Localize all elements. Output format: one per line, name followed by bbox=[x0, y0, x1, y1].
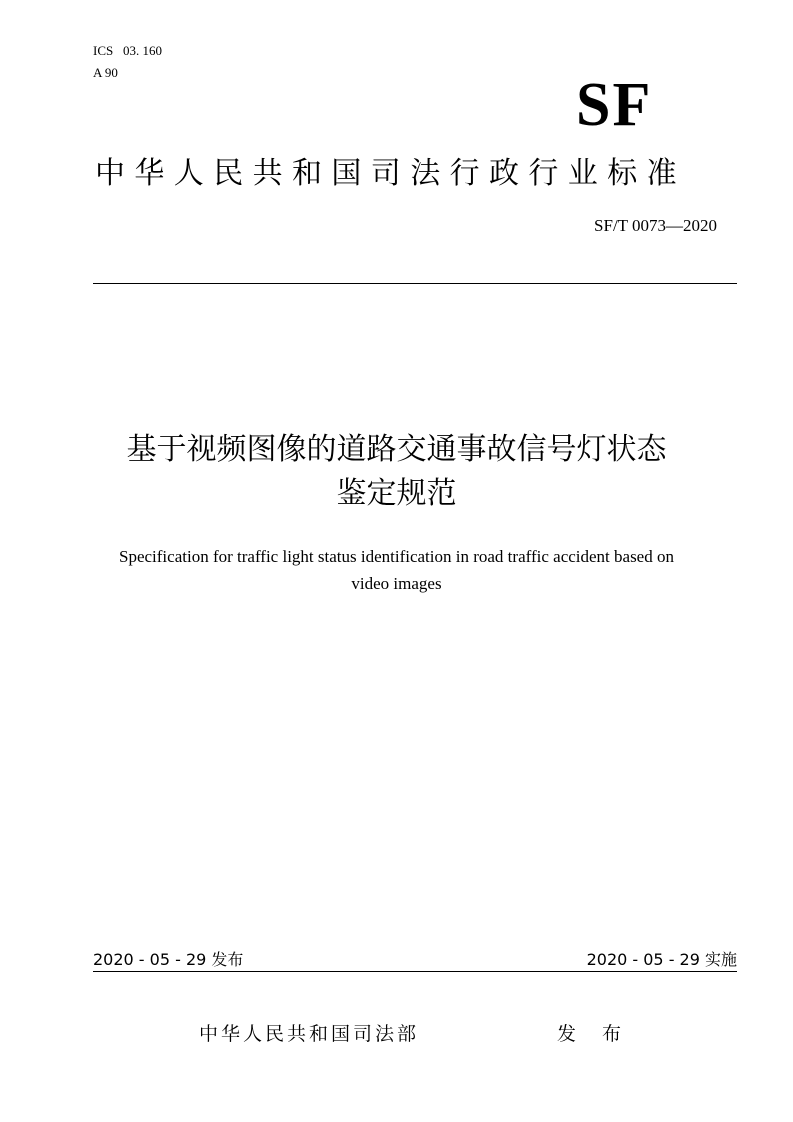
issue-label: 发 布 bbox=[557, 1023, 632, 1045]
english-title bbox=[40, 543, 753, 597]
chinese-title-line-1: 基于视频图像的道路交通事故信号灯状态 bbox=[126, 432, 667, 467]
standard-type-heading: 中华人民共和国司法行政行业标准 bbox=[95, 156, 686, 191]
issue-date: 2020 - 05 - 29 发布 bbox=[93, 950, 244, 969]
ics-code: ICS 03. 160 bbox=[93, 43, 162, 58]
sf-logo: SF bbox=[576, 71, 653, 139]
english-title-line-2: video images bbox=[351, 574, 442, 593]
footer-divider bbox=[93, 971, 737, 972]
implementation-date: 2020 - 05 - 29 实施 bbox=[586, 950, 737, 969]
english-title-line-1: Specification for traffic light status identification in road traffic accident based on bbox=[119, 547, 674, 566]
header-divider bbox=[93, 283, 737, 284]
standard-code: SF/T 0073—2020 bbox=[594, 216, 717, 235]
chinese-title-line-2: 鉴定规范 bbox=[336, 476, 457, 511]
classification-codes bbox=[93, 40, 162, 84]
chinese-title bbox=[40, 428, 753, 516]
issuing-authority: 中华人民共和国司法部 bbox=[199, 1023, 420, 1045]
ccs-code: A 90 bbox=[93, 65, 118, 80]
